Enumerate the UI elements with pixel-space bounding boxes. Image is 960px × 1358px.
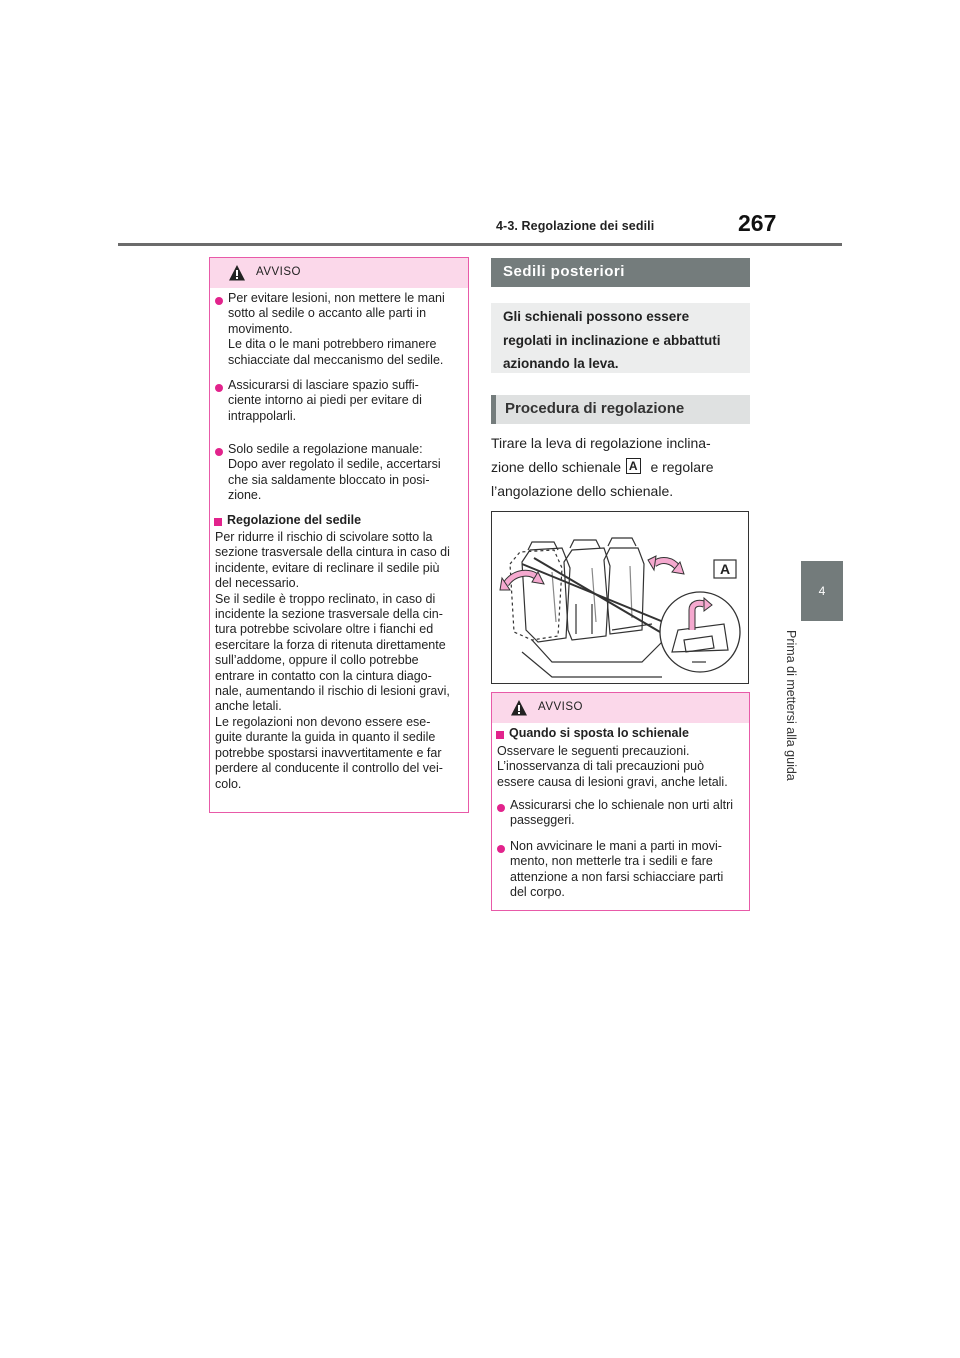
warning-bullet-text: Non avvicinare le mani a parti in movi- mento, non metterle tra i sedili e fare attenzione a non farsi schiacciare parti del corpo. <box>510 839 724 900</box>
rear-seat-illustration <box>491 511 749 684</box>
warning-title: AVVISO <box>256 266 301 278</box>
warning-body-text: Osservare le seguenti precauzioni. L’inosservanza di tali precauzioni può essere causa di lesioni gravi, anche letali. <box>497 744 728 789</box>
section-reference: 4-3. Regolazione dei sedili <box>496 219 655 233</box>
bullet-dot <box>215 297 223 305</box>
procedure-line: Tirare la leva di regolazione inclina- <box>491 435 711 451</box>
rear-seat-drawing <box>492 512 748 683</box>
warning-bullet-text: Assicurarsi di lasciare spazio suffi- ciente intorno ai piedi per evitare di intrappolarli. <box>228 378 422 423</box>
square-marker <box>496 731 504 739</box>
warning-subheading: Regolazione del sedile <box>227 513 362 527</box>
bullet-dot <box>497 804 505 812</box>
bullet-dot <box>215 384 223 392</box>
bullet-dot <box>497 845 505 853</box>
warning-triangle-icon <box>228 264 246 282</box>
procedure-heading-text: Procedura di regolazione <box>505 400 685 417</box>
square-marker <box>214 518 222 526</box>
procedure-line-fragment: e regolare <box>650 459 714 475</box>
warning-body-text: Per ridurre il rischio di scivolare sotto la sezione trasversale della cintura in caso di incidente, evitare di reclinare il sedile più del necessario. Se il sedile è troppo reclinato, in caso di incidente la sezione trasversale della cin- tura potrebbe scivolare oltre i fianchi ed esercitare la forza di ritenuta direttamente sull’addome, oppure il collo potrebbe entrare in contatto con la cintura diago- nale, aumentando il rischio di lesioni gravi, anche letali. Le regolazioni non devono essere ese- guite durante la guida in quanto il sedile potrebbe spostarsi inavvertitamente e far perdere al conducente il controllo del vei- colo. <box>215 530 450 791</box>
bullet-dot <box>215 448 223 456</box>
warning-header <box>492 693 749 723</box>
procedure-heading <box>491 395 750 424</box>
warning-subheading: Quando si sposta lo schienale <box>509 726 689 740</box>
section-heading <box>491 258 750 287</box>
procedure-text <box>491 431 751 503</box>
chapter-tab: 4 <box>801 561 843 621</box>
section-heading-text: Sedili posteriori <box>503 263 625 280</box>
page-number: 267 <box>738 210 777 236</box>
intro-box <box>491 303 750 373</box>
warning-bullet-text: Assicurarsi che lo schienale non urti altri passeggeri. <box>510 798 734 828</box>
intro-text: Gli schienali possono essere regolati in inclinazione e abbattuti azionando la leva. <box>503 309 721 371</box>
warning-header <box>210 258 468 288</box>
warning-box-seat <box>209 257 469 813</box>
warning-bullet-text: Solo sedile a regolazione manuale: Dopo aver regolato il sedile, accertarsi che sia saldamente bloccato in posi- zione. <box>228 442 441 503</box>
warning-triangle-icon <box>510 699 528 717</box>
warning-title: AVVISO <box>538 701 583 713</box>
label-a-box: A <box>626 458 641 474</box>
header-rule <box>118 243 842 246</box>
warning-box-seatback <box>491 692 750 911</box>
procedure-line <box>491 455 751 479</box>
heading-bar <box>491 395 496 424</box>
chapter-title: Prima di mettersi alla guida <box>784 630 798 781</box>
procedure-line-fragment: zione dello schienale <box>491 459 621 475</box>
procedure-line: l’angolazione dello schienale. <box>491 483 674 499</box>
illustration-label-a: A <box>719 561 731 577</box>
chapter-title-vertical <box>780 630 802 830</box>
warning-bullet-text: Per evitare lesioni, non mettere le mani sotto al sedile o accanto alle parti in movimento. Le dita o le mani potrebbero rimanere schiacciate dal meccanismo del sedile. <box>228 291 445 367</box>
